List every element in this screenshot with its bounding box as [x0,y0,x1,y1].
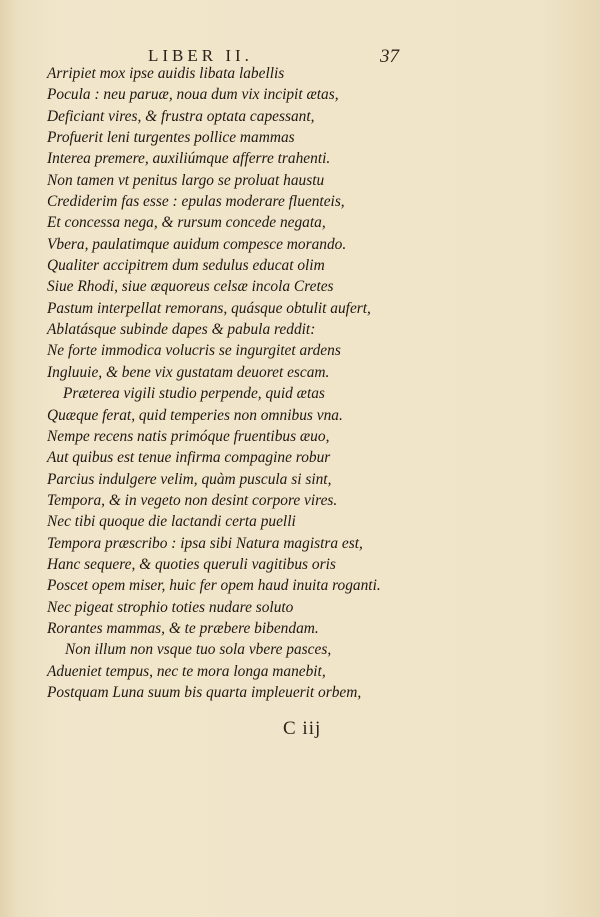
verse-line: Præterea vigili studio perpende, quid ætas [63,385,325,403]
verse-line: Ablatásque subinde dapes & pabula reddit: [47,321,316,339]
verse-line: Non illum non vsque tuo sola vbere pasces, [65,641,332,659]
verse-line: Quæque ferat, quid temperies non omnibus vna. [47,406,343,424]
verse-line: Nempe recens natis primóque fruentibus æuo, [47,427,330,445]
verse-text [47,63,567,703]
verse-line: Tempora, & in vegeto non desint corpore vires. [47,491,338,509]
verse-line: Tempora præscribo : ipsa sibi Natura magistra est, [47,534,363,552]
verse-line: Adueniet tempus, nec te mora longa manebit, [47,662,326,680]
verse-line: Aut quibus est tenue infirma compagine robur [47,449,331,467]
verse-line: Parcius indulgere velim, quàm puscula si sint, [47,470,332,488]
verse-line: Non tamen vt penitus largo se proluat haustu [47,171,325,189]
verse-line: Vbera, paulatimque auidum compesce morando. [47,235,347,253]
verse-line: Pastum interpellat remorans, quásque obtulit aufert, [47,299,371,317]
signature-mark: C iij [283,718,322,739]
verse-line: Arripiet mox ipse auidis libata labellis [47,65,285,82]
verse-line: Rorantes mammas, & te præbere bibendam. [47,619,319,637]
verse-line: Ingluuie, & bene vix gustatam deuoret escam. [47,363,330,381]
verse-line: Nec pigeat strophio toties nudare soluto [47,598,294,616]
verse-line: Nec tibi quoque die lactandi certa puelli [47,513,296,531]
verse-line: Hanc sequere, & quoties queruli vagitibus oris [47,555,336,573]
page-number: 37 [380,46,399,67]
verse-line: Ne forte immodica volucris se ingurgitet ardens [47,342,341,360]
verse-line: Interea premere, auxiliúmque afferre trahenti. [47,150,331,168]
verse-line: Postquam Luna suum bis quarta impleuerit orbem, [47,683,362,701]
verse-line: Pocula : neu paruæ, noua dum vix incipit ætas, [47,86,339,104]
verse-line: Siue Rhodi, siue æquoreus celsæ incola Cretes [47,278,334,296]
verse-line: Profuerit leni turgentes pollice mammas [47,129,295,147]
verse-line: Crediderim fas esse : epulas moderare fluenteis, [47,193,345,211]
verse-line: Deficiant vires, & frustra optata capessant, [47,107,315,125]
running-head-title: LIBER II. [148,46,253,65]
verse-line: Qualiter accipitrem dum sedulus educat olim [47,257,325,275]
verse-line: Et concessa nega, & rursum concede negata, [47,214,326,232]
verse-line: Poscet opem miser, huic fer opem haud inuita roganti. [47,577,381,595]
